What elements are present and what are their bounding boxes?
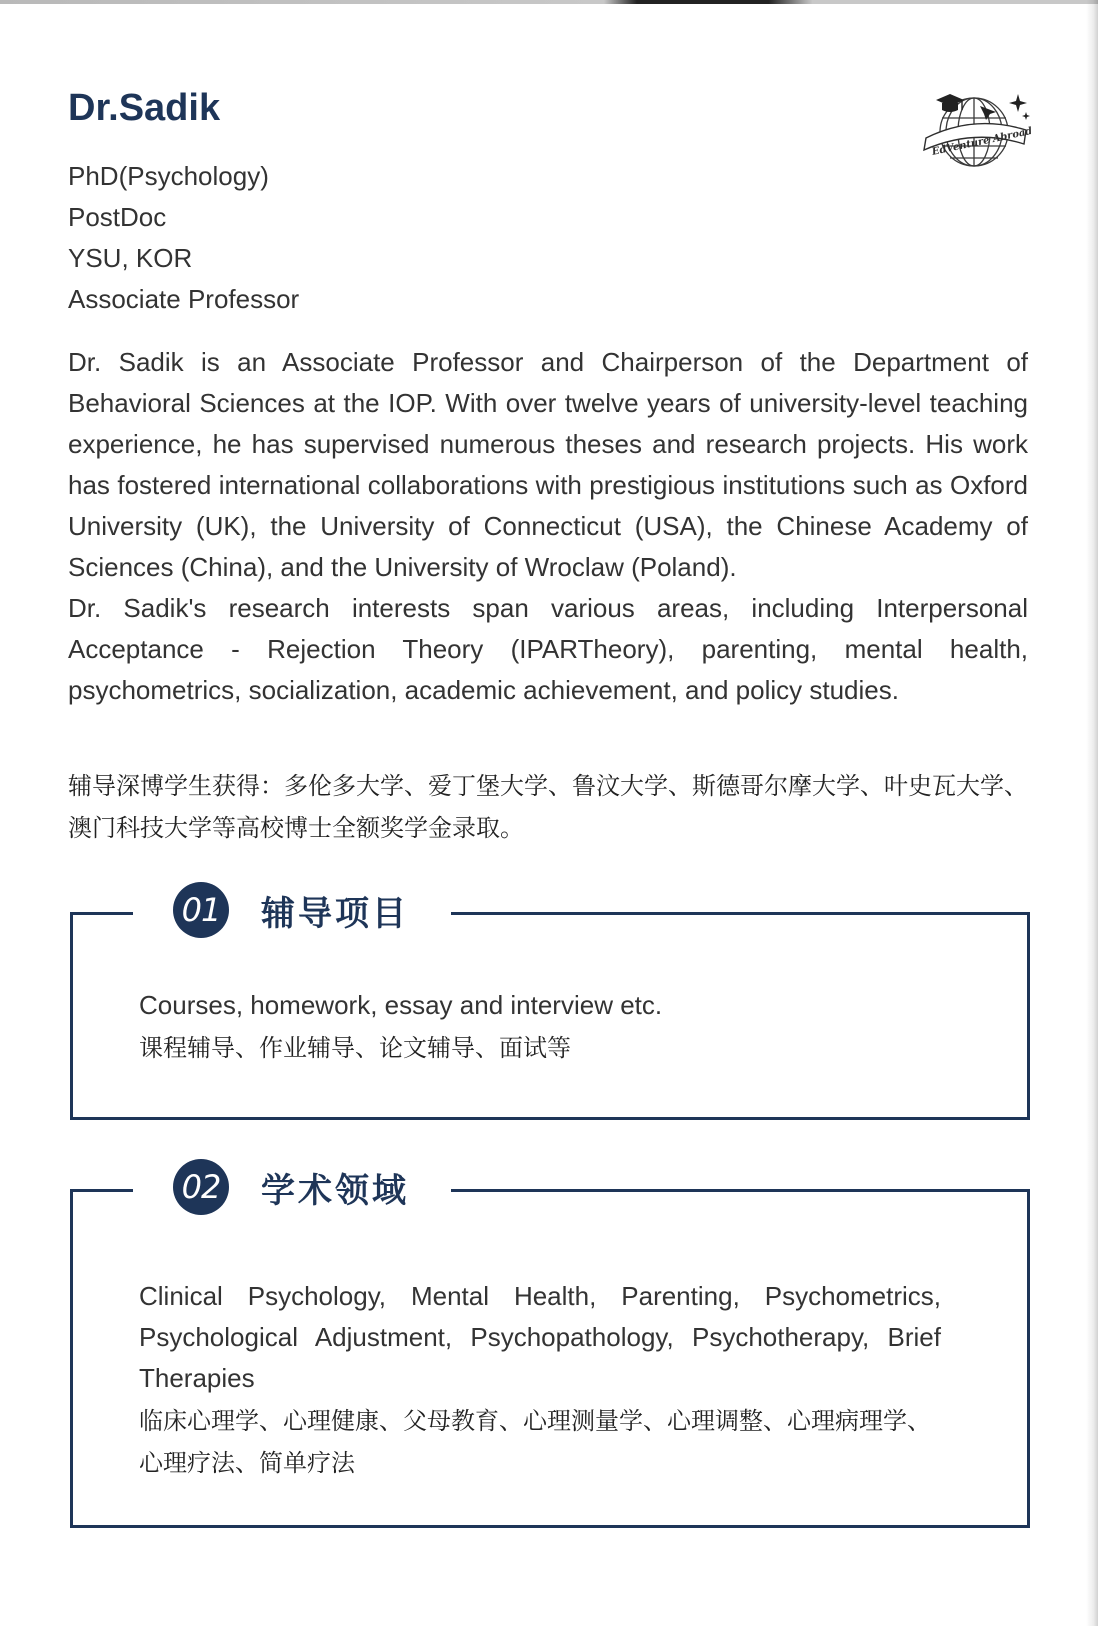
section-english-text: Clinical Psychology, Mental Health, Parenting, Psychometrics, Psychological Adjustment, Psychopathology, Psychotherapy, Brief Therapies	[139, 1281, 941, 1393]
section-number-badge: 01	[173, 882, 229, 938]
globe-logo-icon	[922, 86, 1034, 178]
section-number-badge: 02	[173, 1159, 229, 1215]
biography	[68, 342, 1028, 711]
credential-position: Associate Professor	[68, 284, 300, 314]
section-header	[133, 880, 451, 940]
section-chinese-text: 课程辅导、作业辅导、论文辅导、面试等	[139, 1035, 571, 1062]
tutoring-section	[70, 891, 1030, 1120]
profile-name: Dr.Sadik	[68, 87, 221, 129]
section-english-text: Courses, homework, essay and interview etc.	[139, 990, 663, 1020]
logo-text: EdVenture Abroad	[930, 125, 1034, 158]
credential-postdoc: PostDoc	[68, 202, 167, 232]
section-header	[133, 1157, 451, 1217]
section-body	[139, 1276, 941, 1485]
scholarship-note: 辅导深博学生获得：多伦多大学、爱丁堡大学、鲁汶大学、斯德哥尔摩大学、叶史瓦大学、澳门科技大学等高校博士全额奖学金录取。	[68, 773, 1028, 842]
section-body	[139, 985, 941, 1070]
bio-paragraph: Dr. Sadik is an Associate Professor and Chairperson of the Department of Behavioral Sciences at the IOP. With over twelve years of university-level teaching experience, he has supervised numerous theses and research projects. His work has fostered international collaborations with prestigious institutions such as Oxford University (UK), the University of Connecticut (USA), the Chinese Academy of Sciences (China), and the University of Wroclaw (Poland).	[68, 347, 1028, 582]
credential-degree: PhD(Psychology)	[68, 161, 269, 191]
section-title: 辅导项目	[261, 894, 409, 933]
academic-field-section	[70, 1168, 1030, 1528]
top-edge-strip	[0, 0, 1098, 4]
bio-paragraph: Dr. Sadik's research interests span various areas, including Interpersonal Acceptance - Rejection Theory (IPARTheory), parenting, mental health, psychometrics, socialization, academic achievement, and policy studies.	[68, 593, 1028, 705]
section-title: 学术领域	[261, 1171, 409, 1210]
credentials-list	[68, 156, 668, 320]
page-edge-shadow	[1086, 0, 1098, 1626]
section-chinese-text: 临床心理学、心理健康、父母教育、心理测量学、心理调整、心理病理学、心理疗法、简单疗法	[139, 1408, 931, 1477]
credential-institution: YSU, KOR	[68, 243, 193, 273]
